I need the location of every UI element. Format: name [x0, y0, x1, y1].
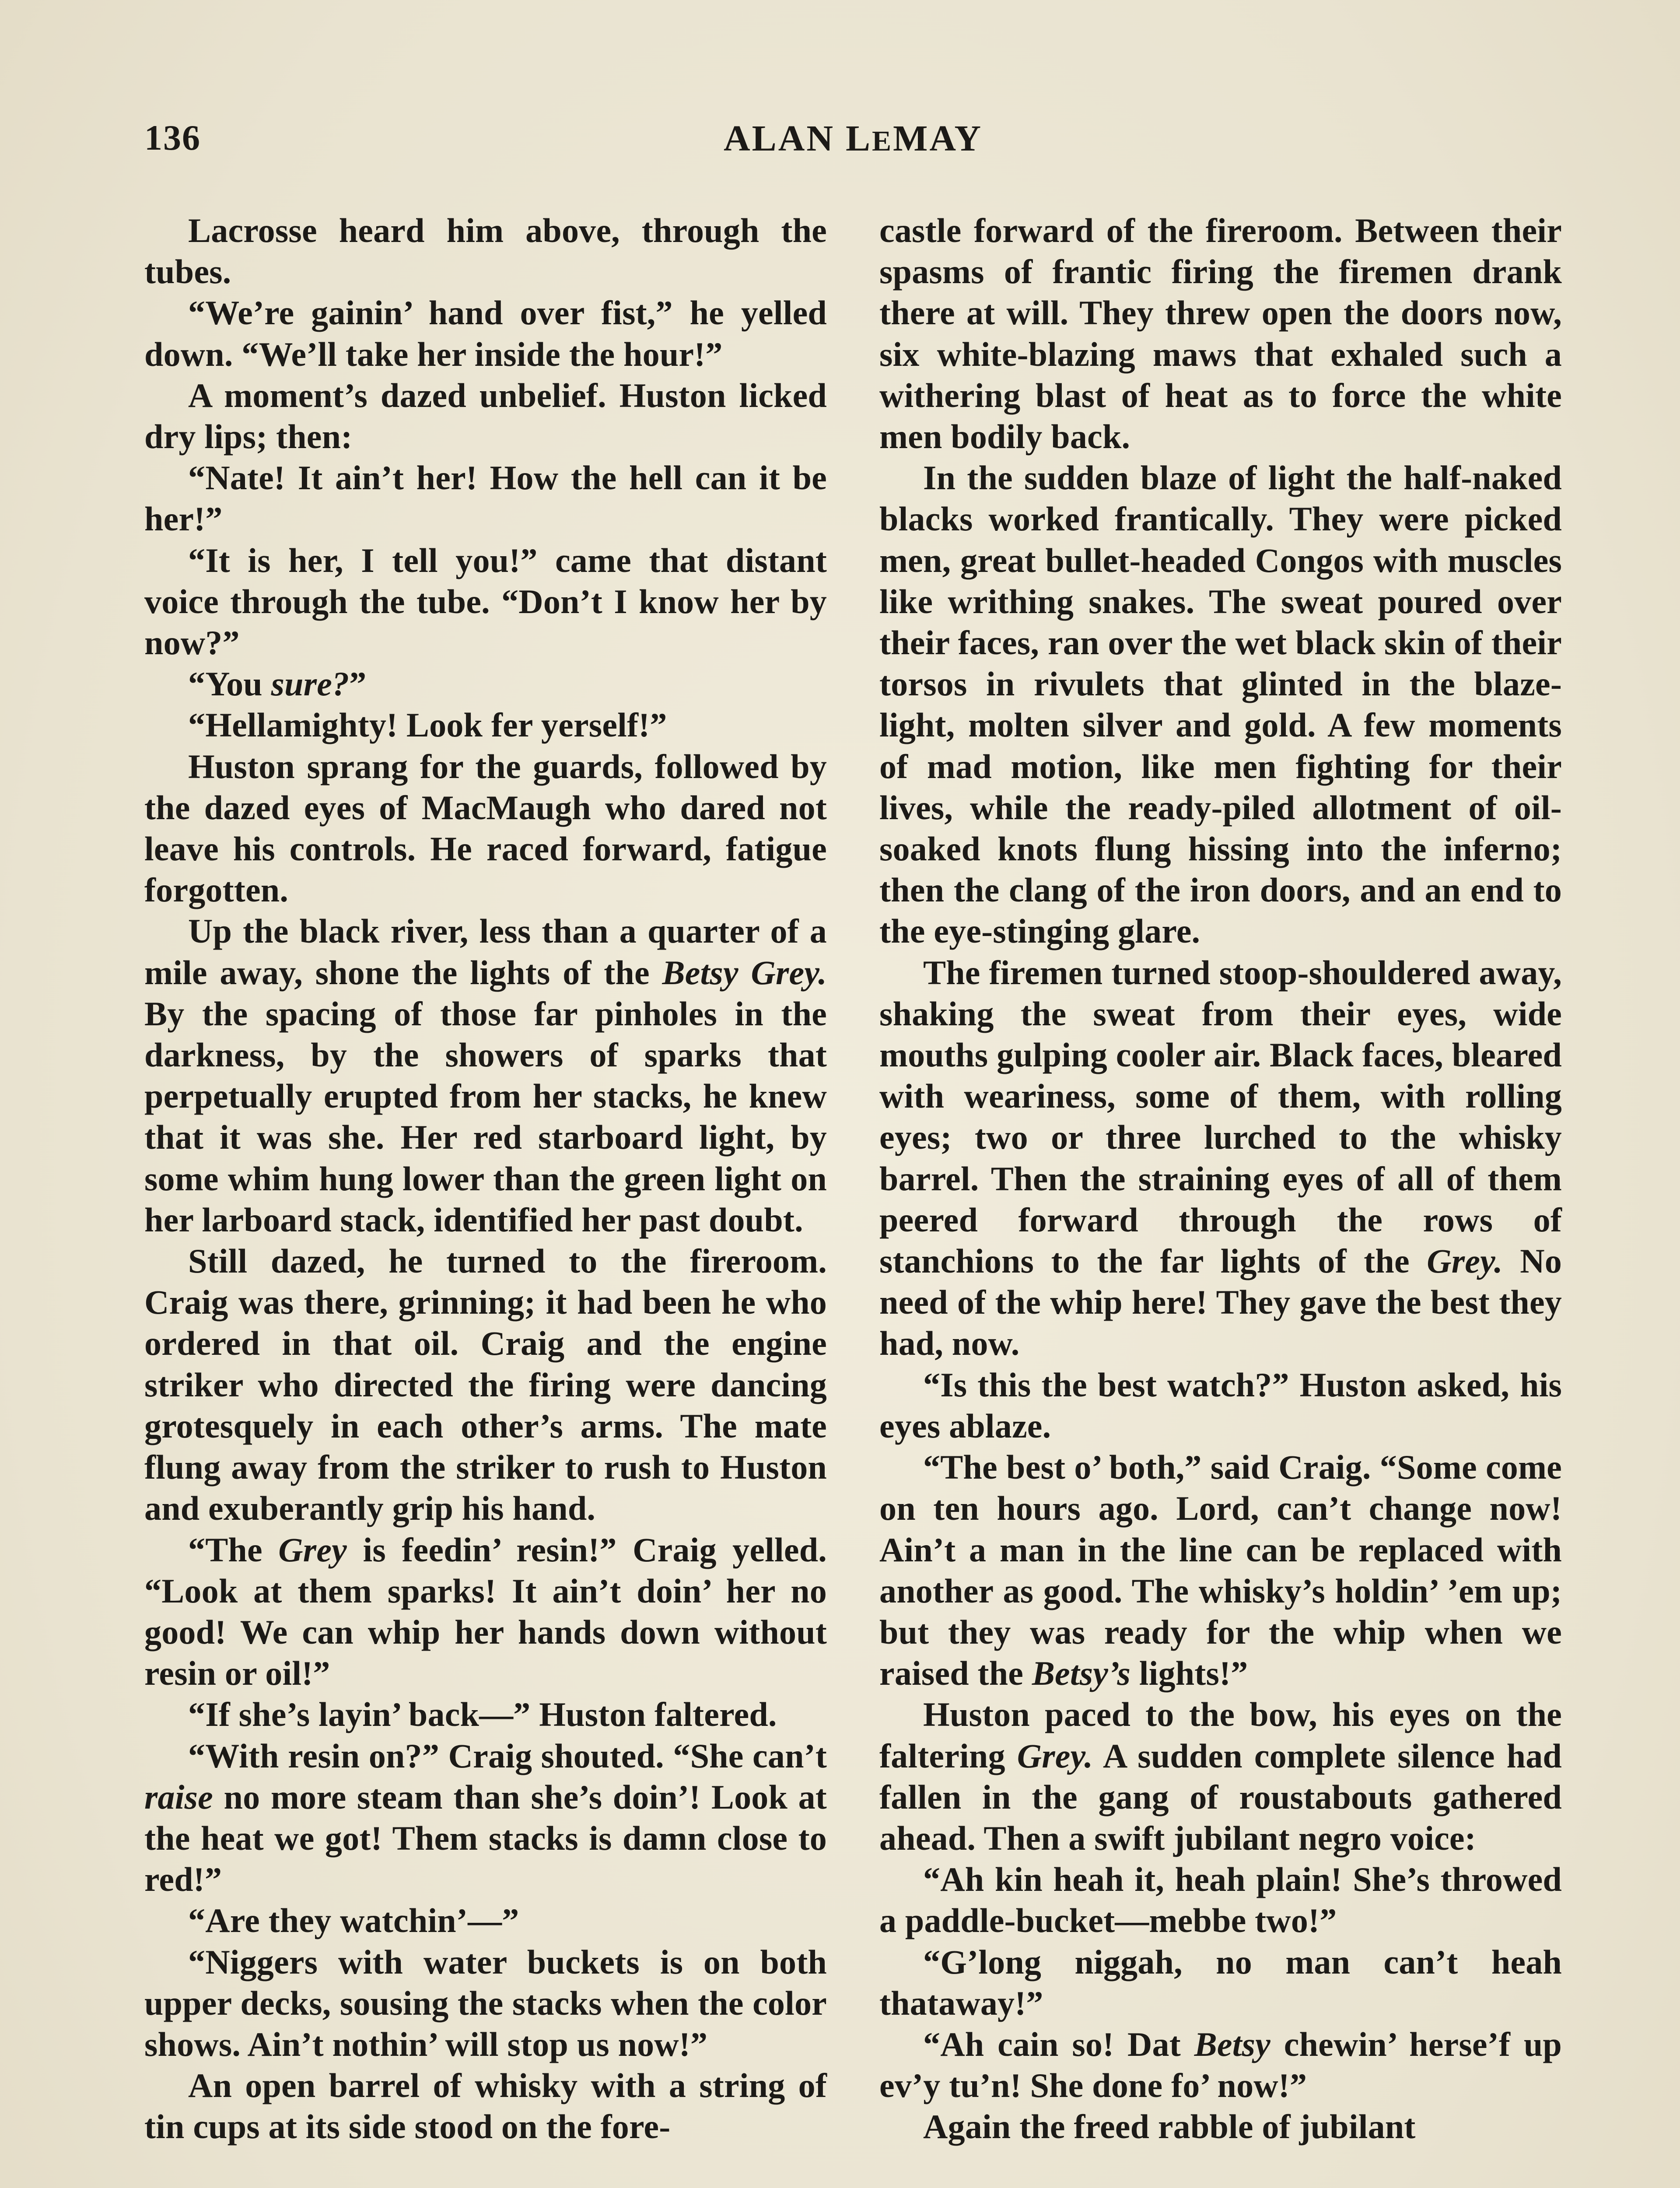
italic-text: Betsy [1194, 2025, 1270, 2063]
paragraph [879, 2024, 1562, 2106]
paragraph: “Niggers with water buckets is on both upper decks, sousing the stacks when the color shows. Ain’t nothin’ will stop us now!” [144, 1943, 827, 2063]
paragraph: “Is this the best watch?” Huston asked, his eyes ablaze. [879, 1365, 1562, 1445]
italic-text: Grey. [1017, 1736, 1093, 1775]
text-run: A sudden complete silence had fallen in the gang of roustabouts gathered ahead. Then a swift jubilant negro voice: [879, 1736, 1562, 1857]
italic-text: sure? [271, 665, 350, 703]
text-run: The firemen turned stoop-shouldered away, shaking the sweat from their eyes, wide mouths gulping cooler air. Black faces, bleared with weariness, some of them, with rolling eyes; two or three lurched to the whisky barrel. Then the straining eyes of all of them peered forward through the rows of stanchions to the far lights of the [879, 953, 1562, 1280]
paragraph: Huston sprang for the guards, followed by the dazed eyes of MacMaugh who dared not leave his controls. He raced forward, fatigue forgotten. [144, 747, 827, 909]
paragraph [144, 1529, 827, 1694]
author-surname-part2: MAY [893, 118, 983, 159]
paragraph: “Are they watchin’—” [188, 1901, 519, 1940]
text-run: Huston paced to the bow, his eyes on the faltering [879, 1695, 1562, 1775]
text-run: “You [188, 665, 271, 703]
text-run: ” [349, 665, 367, 703]
right-column [879, 210, 1562, 2148]
text-run: By the spacing of those far pinholes in the darkness, by the showers of sparks that perpetually erupted from her stacks, he knew that it was she. Her red starboard light, by some whim hung lower than the green light on her larboard stack, identified her past doubt. [144, 994, 827, 1239]
paragraph [144, 1736, 827, 1900]
paragraph: “It is her, I tell you!” came that distant voice through the tube. “Don’t I know her by now?” [144, 541, 827, 662]
page-header [144, 117, 1562, 170]
paragraph: “Nate! It ain’t her! How the hell can it be her!” [144, 459, 827, 538]
page-number: 136 [144, 118, 201, 158]
author-surname-part1: L [846, 118, 872, 159]
italic-text: Betsy’s [1032, 1654, 1131, 1693]
paragraph [144, 911, 827, 1241]
italic-text: Grey. [1427, 1242, 1503, 1280]
text-run: lights!” [1130, 1654, 1248, 1693]
italic-text: raise [144, 1778, 213, 1816]
text-run: No need of the whip here! They gave the best they had, now. [879, 1242, 1562, 1363]
paragraph [879, 1447, 1562, 1694]
text-run: “The [188, 1530, 279, 1569]
paragraph: “G’long niggah, no man can’t heah thataway!” [879, 1943, 1562, 2022]
text-run: no more steam than she’s doin’! Look at the heat we got! Them stacks is damn close to red!” [144, 1778, 827, 1899]
paragraph: Lacrosse heard him above, through the tubes. [144, 211, 827, 291]
running-head-author [144, 117, 1562, 160]
paragraph: An open barrel of whisky with a string of tin cups at its side stood on the fore- [144, 2066, 827, 2146]
paragraph [879, 952, 1562, 1364]
author-surname-small-cap: E [872, 125, 893, 157]
paragraph: “If she’s layin’ back—” Huston faltered. [188, 1695, 777, 1734]
text-run: “Ah cain so! Dat [923, 2025, 1194, 2063]
paragraph: Still dazed, he turned to the fireroom. Craig was there, grinning; it had been he who ordered in that oil. Craig and the engine striker who directed the firing were dancing grotesquely in each other’s arms. The mate flung away from the striker to rush to Huston and exuberantly grip his hand. [144, 1242, 827, 1528]
text-columns [144, 210, 1562, 2188]
paragraph: Again the freed rabble of jubilant [923, 2107, 1416, 2146]
paragraph-continued: castle forward of the fireroom. Between their spasms of frantic firing the firemen drank there at will. They threw open the doors now, six white-blazing maws that exhaled such a withering blast of heat as to force the white men bodily back. [879, 211, 1562, 456]
text-run: Up the black river, less than a quarter of a mile away, shone the lights of the [144, 912, 827, 992]
text-run: “The best o’ both,” said Craig. “Some come on ten hours ago. Lord, can’t change now! Ain’t a man in the line can be replaced with another as good. The whisky’s holdin’ ’em up; but they was ready for the whip when we raised the [879, 1448, 1562, 1693]
text-run: “With resin on?” Craig shouted. “She can’t [188, 1736, 827, 1775]
italic-text: Betsy Grey. [662, 953, 827, 992]
italic-text: Grey [278, 1530, 347, 1569]
paragraph: A moment’s dazed unbelief. Huston licked dry lips; then: [144, 376, 827, 456]
left-column [144, 210, 827, 2148]
text-run: is feedin’ resin!” Craig yelled. “Look at them sparks! It ain’t doin’ her no good! We can whip her hands down without resin or oil!” [144, 1530, 827, 1693]
paragraph [879, 1694, 1562, 1859]
paragraph: “Ah kin heah it, heah plain! She’s throwed a paddle-bucket—mebbe two!” [879, 1860, 1562, 1940]
paragraph: In the sudden blaze of light the half-naked blacks worked frantically. They were picked men, great bullet-headed Congos with muscles like writhing snakes. The sweat poured over their faces, ran over the wet black skin of their torsos in rivulets that glinted in the blaze-light, molten silver and gold. A few moments of mad motion, like men fighting for their lives, while the ready-piled allotment of oil-soaked knots flung hissing into the inferno; then the clang of the iron doors, and an end to the eye-stinging glare. [879, 459, 1562, 950]
paragraph: “Hellamighty! Look fer yerself!” [188, 706, 667, 744]
paragraph: “We’re gainin’ hand over fist,” he yelled down. “We’ll take her inside the hour!” [144, 294, 827, 373]
author-first-name: ALAN [724, 118, 835, 159]
text-run: chewin’ herse’f up ev’y tu’n! She done fo’ now!” [879, 2025, 1562, 2105]
paragraph [144, 663, 827, 705]
